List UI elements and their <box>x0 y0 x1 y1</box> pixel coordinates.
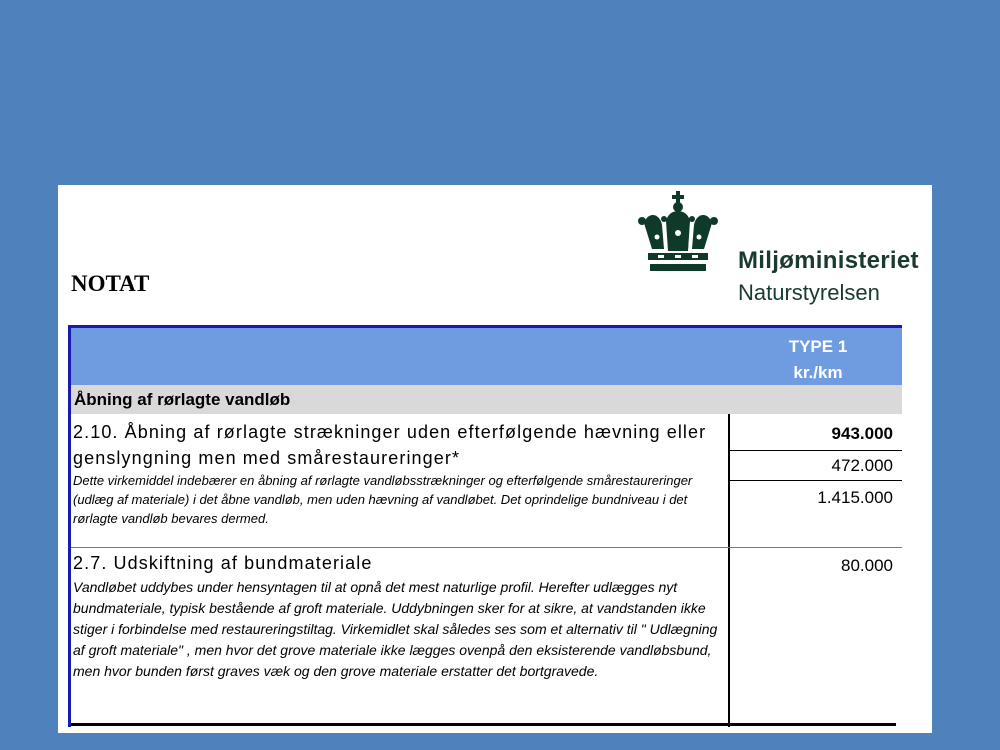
row-title-line: genslyngning men med smårestaureringer* <box>73 448 461 468</box>
row-title-line: 2.10. Åbning af rørlagte strækninger uden efterfølgende hævning eller <box>73 422 707 442</box>
ministry-name: Miljøministeriet <box>738 247 919 274</box>
document-page <box>58 185 932 733</box>
table-bottom-border <box>71 723 896 726</box>
ministry-logo <box>638 191 928 305</box>
row-value: 472.000 <box>831 456 893 475</box>
row-divider <box>71 547 902 548</box>
section-title: Åbning af rørlagte vandløb <box>71 385 902 414</box>
row-description: Vandløbet uddybes under hensyntagen til at opnå det mest naturlige profil. Herefter udlægges nyt bundmateriale, typisk bestående af groft materiale. Uddybningen sker for at sikre, at vandstanden ikke stiger i forbindelse med restaureringstiltag. Virkemidlet skal således ses som et alternativ til " Udlægning af groft materiale" , men hvor det grove materiale ikke lægges ovenpå den eksisterende vandløbsbund, men hvor bunden først graves væk og den grove materiale erstatter det bortgravede. <box>73 579 718 679</box>
row-value: 80.000 <box>841 556 893 575</box>
column-divider <box>728 414 730 727</box>
document-type-title: NOTAT <box>71 271 150 296</box>
cell-divider <box>728 450 902 451</box>
row-description: Dette virkemiddel indebærer en åbning af rørlagte vandløbsstrækninger og efterfølgende smårestaureringer (udlæg af materiale) i det åbne vandløb, men uden hævning af vandløbet. Det oprindelige bundniveau i det rørlagte vandløb bevares dermed. <box>73 473 693 526</box>
cell-divider <box>728 480 902 481</box>
row-value: 943.000 <box>831 424 893 443</box>
row-title <box>73 419 723 471</box>
column-header-type: TYPE 1 <box>788 337 848 356</box>
column-header-unit: kr./km <box>793 363 843 382</box>
row-title: 2.7. Udskiftning af bundmateriale <box>73 553 373 573</box>
column-header <box>748 334 888 386</box>
danish-crown-icon <box>638 191 718 273</box>
table-header <box>68 325 902 385</box>
cost-table <box>68 325 902 727</box>
agency-name: Naturstyrelsen <box>738 280 880 305</box>
row-value: 1.415.000 <box>817 488 893 507</box>
